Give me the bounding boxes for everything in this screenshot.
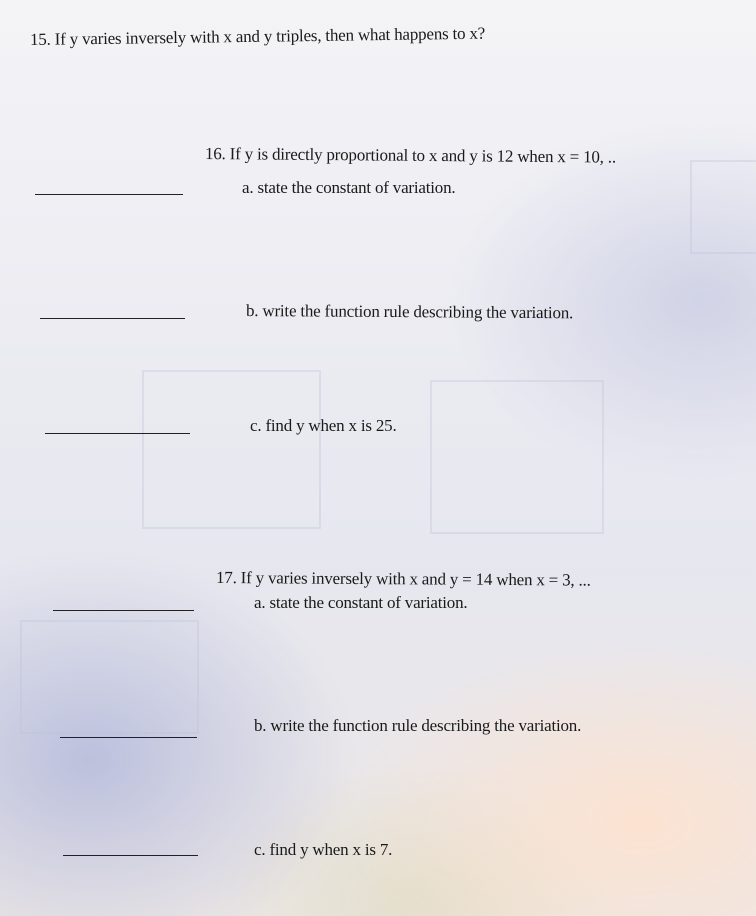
question-16c: c. find y when x is 25. [250, 416, 397, 435]
question-17-stem: 17. If y varies inversely with x and y = 14 when x = 3, ... [215, 568, 591, 590]
answer-blank-17c[interactable] [63, 855, 198, 856]
question-15: 15. If y varies inversely with x and y triples, then what happens to x? [29, 23, 486, 49]
question-16-stem: 16. If y is directly proportional to x and y is 12 when x = 10, .. [204, 144, 617, 167]
answer-blank-16a[interactable] [35, 194, 183, 195]
bleed-through-box [20, 620, 199, 734]
question-17b: b. write the function rule describing the variation. [254, 716, 582, 735]
question-17a: a. state the constant of variation. [254, 593, 468, 612]
question-17c: c. find y when x is 7. [254, 840, 393, 859]
answer-blank-17a[interactable] [53, 610, 194, 611]
bleed-through-box [142, 370, 321, 529]
answer-blank-16c[interactable] [45, 433, 190, 434]
question-16a: a. state the constant of variation. [242, 178, 456, 197]
answer-blank-16b[interactable] [40, 318, 185, 319]
question-16b: b. write the function rule describing the variation. [245, 301, 574, 323]
answer-blank-17b[interactable] [60, 737, 197, 738]
bleed-through-box [430, 380, 604, 534]
bleed-through-box [690, 160, 756, 254]
